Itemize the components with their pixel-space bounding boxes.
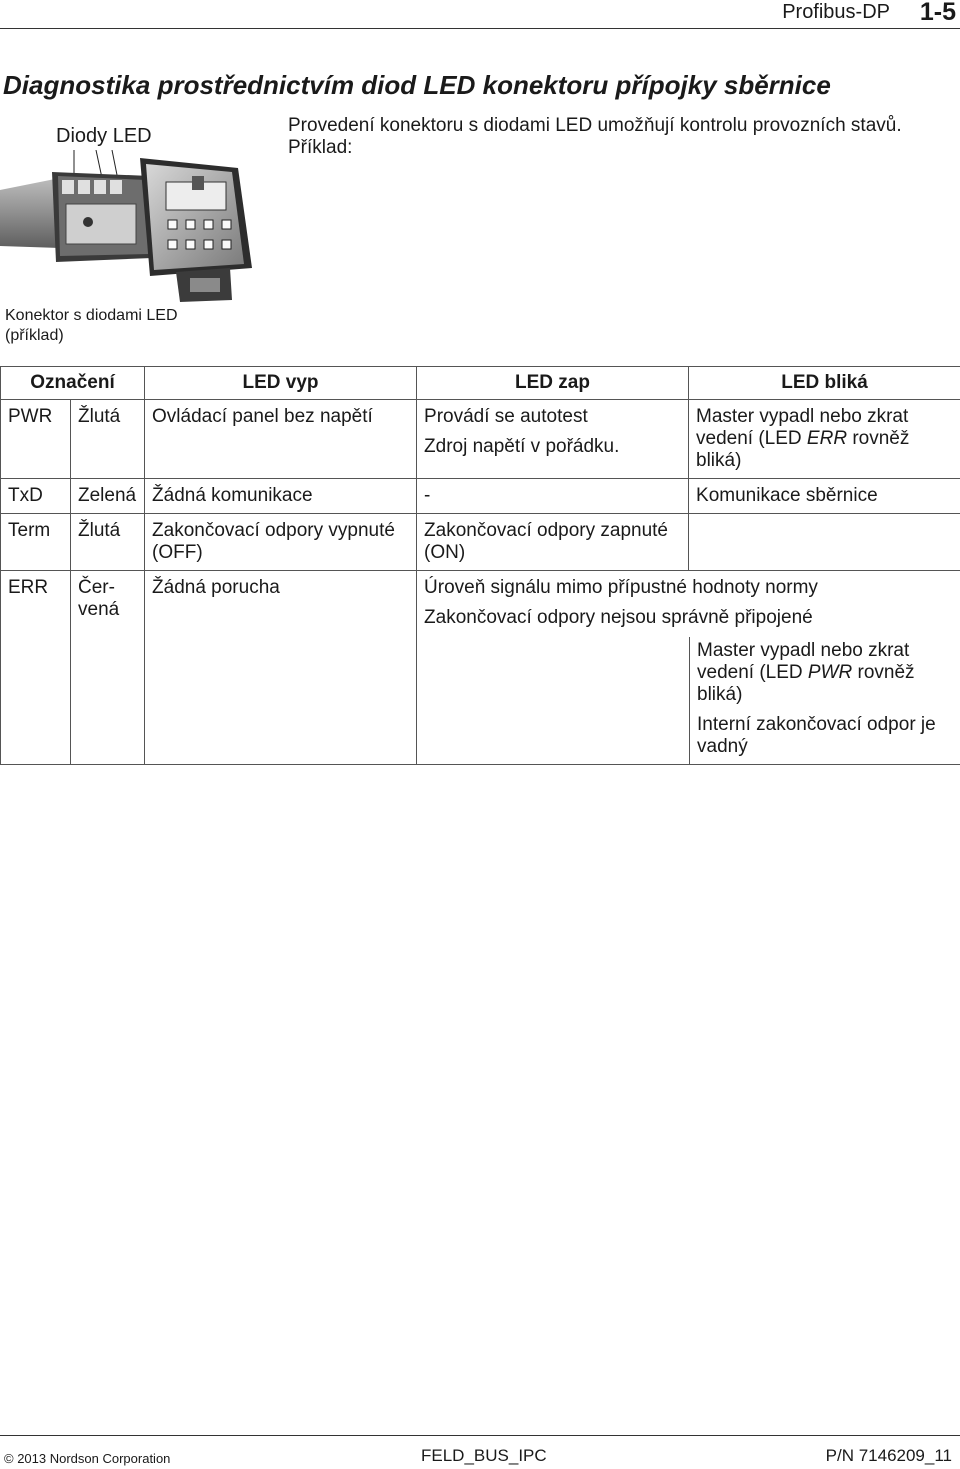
row-err-on-1: Úroveň signálu mimo přípustné hodnoty normy	[424, 577, 818, 598]
footer-part-number: P/N 7146209_11	[825, 1446, 952, 1465]
led-callout-label: Diody LED	[56, 125, 152, 147]
row-err-on-2: Zakončovací odpory nejsou správně připojené	[424, 607, 813, 628]
row-pwr-flash-a: Master vypadl nebo zkrat vedení (LED	[696, 406, 909, 449]
connector-photo	[0, 150, 270, 302]
table-row	[1, 514, 960, 571]
col-header-designation: Označení	[1, 367, 145, 400]
page-header	[0, 0, 960, 30]
row-txd-name: TxD	[1, 479, 71, 514]
table-row	[1, 571, 960, 765]
row-pwr-on	[417, 400, 689, 479]
row-err-flash-1-c: rovněž bliká)	[697, 662, 915, 705]
table-header-row	[1, 367, 960, 400]
header-page-number: 1-5	[919, 0, 956, 26]
row-pwr-flash	[689, 400, 960, 479]
page-footer	[0, 1435, 960, 1469]
row-err-flash	[689, 637, 960, 764]
row-txd-flash: Komunikace sběrnice	[689, 479, 960, 514]
intro-text	[288, 115, 948, 159]
intro-line-1: Provedení konektoru s diodami LED umožňují kontrolu provozních stavů.	[288, 115, 902, 136]
row-pwr-on-2: Zdroj napětí v pořádku.	[424, 436, 620, 457]
col-header-led-flash: LED bliká	[689, 367, 960, 400]
row-err-on-flash	[417, 571, 960, 765]
row-term-off: Zakončovací odpory vypnuté (OFF)	[145, 514, 417, 571]
row-err-name: ERR	[1, 571, 71, 765]
led-status-table	[0, 366, 960, 765]
row-term-on: Zakončovací odpory zapnuté (ON)	[417, 514, 689, 571]
caption-line-2: (příklad)	[5, 327, 64, 344]
footer-code: FELD_BUS_IPC	[421, 1446, 547, 1465]
row-txd-off: Žádná komunikace	[145, 479, 417, 514]
col-header-led-off: LED vyp	[145, 367, 417, 400]
table-row	[1, 400, 960, 479]
row-err-color-1: Čer-	[78, 577, 115, 598]
row-txd-on: -	[417, 479, 689, 514]
intro-line-2: Příklad:	[288, 137, 353, 158]
row-err-off: Žádná porucha	[145, 571, 417, 765]
header-rule	[0, 28, 960, 29]
row-pwr-on-1: Provádí se autotest	[424, 406, 588, 427]
row-err-flash-1-a: Master vypadl nebo zkrat vedení (LED	[697, 640, 910, 683]
row-err-flash-1-b: PWR	[807, 662, 853, 683]
footer-rule	[0, 1435, 960, 1436]
row-err-flash-1	[697, 640, 953, 706]
row-err-color	[71, 571, 145, 765]
row-pwr-flash-c: rovněž bliká)	[696, 428, 910, 471]
row-pwr-color: Žlutá	[71, 400, 145, 479]
row-err-color-2: vená	[78, 599, 120, 620]
row-pwr-name: PWR	[1, 400, 71, 479]
table-row	[1, 479, 960, 514]
col-header-led-on: LED zap	[417, 367, 689, 400]
row-term-name: Term	[1, 514, 71, 571]
footer-copyright: © 2013 Nordson Corporation	[4, 1451, 171, 1466]
row-err-flash-2: Interní zakončovací odpor je vadný	[697, 714, 936, 757]
row-txd-color: Zelená	[71, 479, 145, 514]
row-pwr-flash-b: ERR	[806, 428, 848, 449]
header-section: Profibus-DP	[782, 1, 890, 23]
photo-caption	[5, 306, 205, 346]
caption-line-1: Konektor s diodami LED	[5, 307, 178, 324]
row-term-color: Žlutá	[71, 514, 145, 571]
row-term-flash	[689, 514, 960, 571]
page-title: Diagnostika prostřednictvím diod LED konektoru přípojky sběrnice	[3, 70, 831, 100]
row-pwr-off: Ovládací panel bez napětí	[145, 400, 417, 479]
